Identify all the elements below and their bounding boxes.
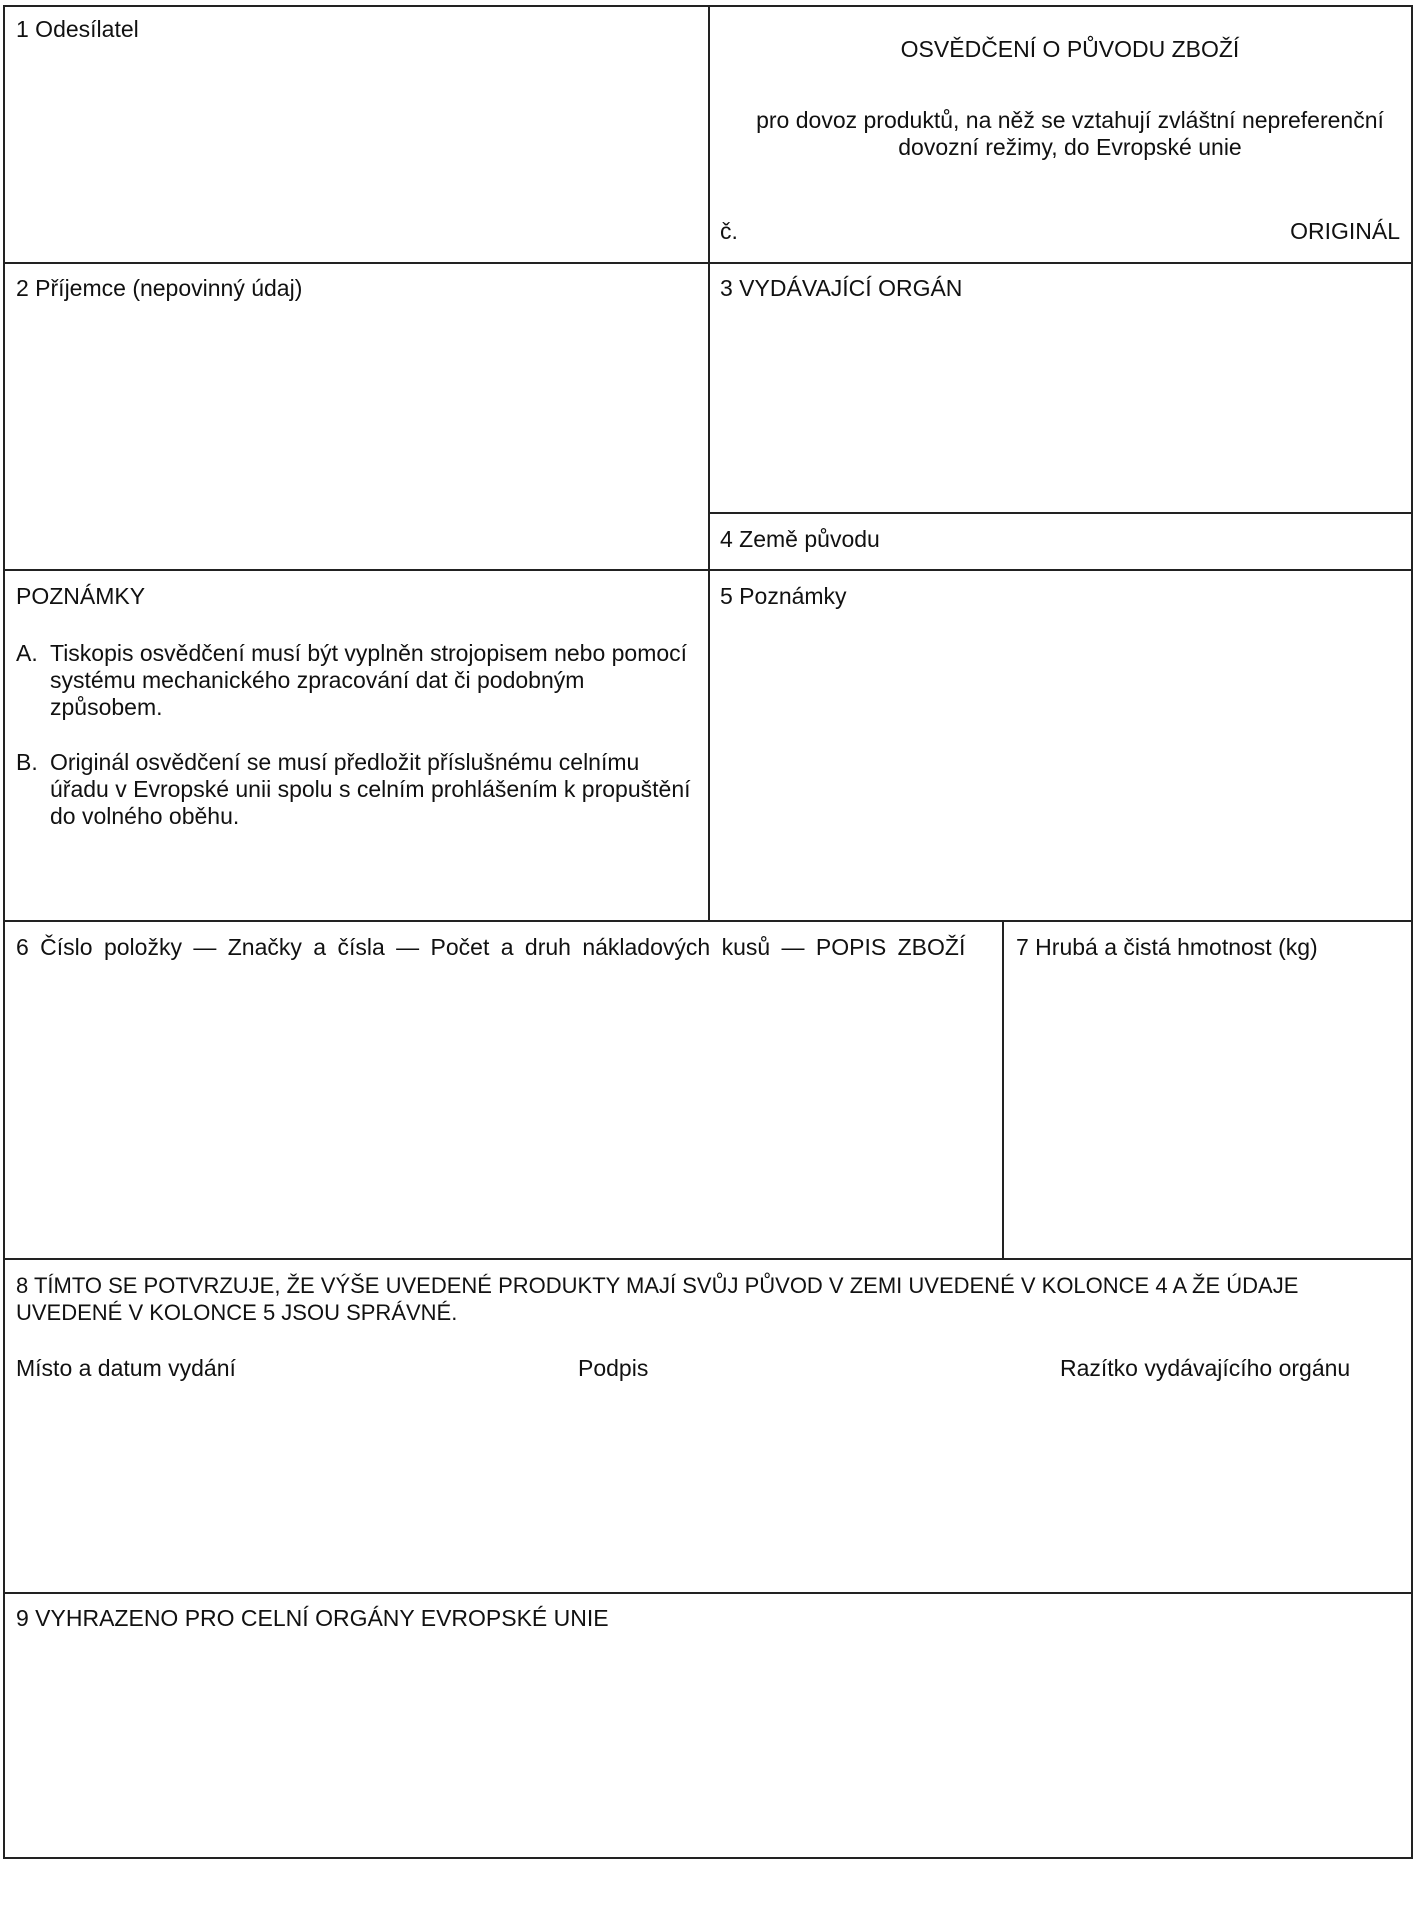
- box1-label: 1 Odesílatel: [16, 16, 139, 42]
- box9-label: 9 VYHRAZENO PRO CELNÍ ORGÁNY EVROPSKÉ UNIE: [16, 1605, 609, 1631]
- original-label: ORIGINÁL: [1290, 218, 1400, 244]
- box3-label: 3 VYDÁVAJÍCÍ ORGÁN: [720, 275, 963, 301]
- box4-label: 4 Země původu: [720, 526, 880, 552]
- divider-box8-bottom: [3, 1592, 1413, 1594]
- note-letter: A.: [16, 640, 38, 666]
- box6-label: 6 Číslo položky — Značky a čísla — Počet a druh nákladových kusů — POPIS ZBOŽÍ: [16, 934, 966, 960]
- note-text: Originál osvědčení se musí předložit příslušnému celnímu úřadu v Evropské unii spolu s celním prohlášením k propuštění do volného oběhu.: [50, 749, 691, 829]
- divider-box1-bottom: [3, 262, 1413, 264]
- stamp-label: Razítko vydávajícího orgánu: [1060, 1355, 1351, 1381]
- box8-statement-line1: 8 TÍMTO SE POTVRZUJE, ŽE VÝŠE UVEDENÉ PRODUKTY MAJÍ SVŮJ PŮVOD V ZEMI UVEDENÉ V KOLONCE 4 A ŽE ÚDAJE: [16, 1273, 1299, 1298]
- note-text: Tiskopis osvědčení musí být vyplněn strojopisem nebo pomocí systému mechanického zpracování dat či podobným způsobem.: [50, 640, 688, 720]
- place-date-label: Místo a datum vydání: [16, 1355, 236, 1381]
- box5-label: 5 Poznámky: [720, 583, 847, 609]
- certificate-number-label: č.: [720, 218, 738, 244]
- note-item-b: [16, 749, 696, 830]
- box8-statement-line2: UVEDENÉ V KOLONCE 5 JSOU SPRÁVNÉ.: [16, 1300, 458, 1325]
- note-item-a: [16, 640, 696, 721]
- divider-box2-bottom: [3, 569, 1413, 571]
- box7-label: 7 Hrubá a čistá hmotnost (kg): [1016, 934, 1318, 960]
- document-subtitle-line2: dovozní režimy, do Evropské unie: [898, 134, 1242, 160]
- divider-notes-bottom: [3, 920, 1413, 922]
- signature-label: Podpis: [578, 1355, 649, 1381]
- box2-label: 2 Příjemce (nepovinný údaj): [16, 275, 303, 301]
- notes-list: [16, 640, 696, 858]
- note-letter: B.: [16, 749, 38, 775]
- divider-vertical-box6-7: [1002, 920, 1004, 1259]
- document-subtitle-line1: pro dovoz produktů, na něž se vztahují zvláštní nepreferenční: [756, 107, 1384, 133]
- notes-heading: POZNÁMKY: [16, 583, 146, 609]
- divider-box3-bottom: [708, 512, 1413, 514]
- divider-box6-bottom: [3, 1258, 1413, 1260]
- document-title: OSVĚDČENÍ O PŮVODU ZBOŽÍ: [900, 36, 1240, 62]
